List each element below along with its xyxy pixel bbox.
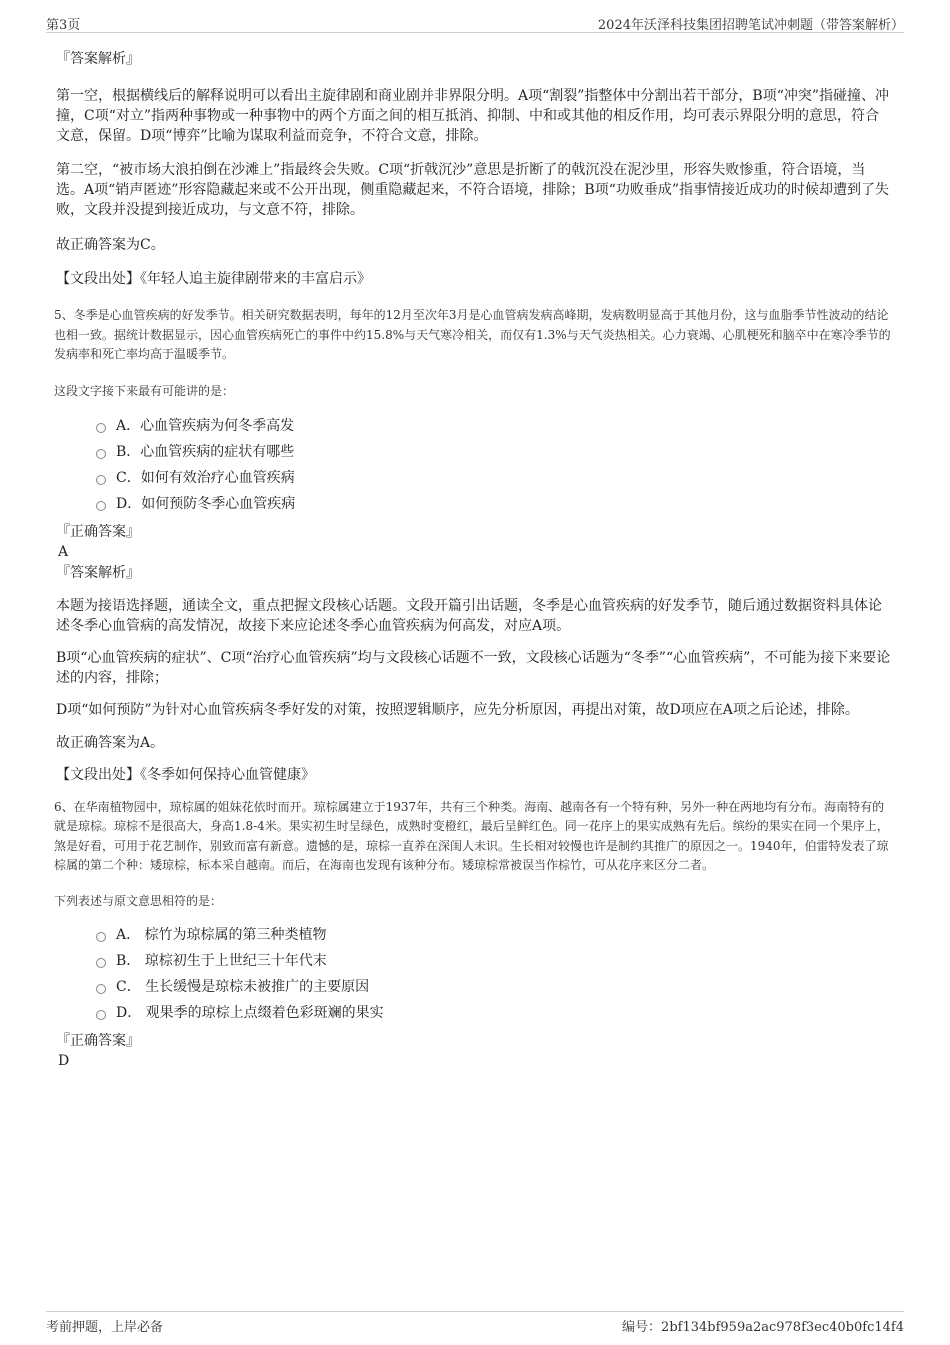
option-label: D． 观果季的琼棕上点缀着色彩斑斓的果实 xyxy=(116,1004,384,1021)
radio-icon[interactable] xyxy=(96,958,106,968)
page-header xyxy=(46,10,904,33)
document-title: 2024年沃泽科技集团招聘笔试冲刺题（带答案解析） xyxy=(597,18,904,33)
correct-answer: A xyxy=(58,543,69,560)
option-label: A．心血管疾病为何冬季高发 xyxy=(116,417,295,434)
page-number: 第3页 xyxy=(46,18,81,33)
source-citation: 【文段出处】《冬季如何保持心血管健康》 xyxy=(56,766,315,783)
option-label: C．如何有效治疗心血管疾病 xyxy=(116,469,295,486)
option-label: B． 琼棕初生于上世纪三十年代末 xyxy=(116,952,327,969)
footer-slogan: 考前押题，上岸必备 xyxy=(46,1320,164,1335)
question-6-text: 6、在华南植物园中，琼棕属的姐妹花依时而开。琼棕属建立于1937年，共有三个种类。海南、越南各有一个特有种，另外一种在两地均有分布。海南特有的就是琼棕。琼棕不是很高大，身高1.8-4米。果实初生时呈绿色，成熟时变橙红，最后呈鲜红色。同一花序上的果实成熟有先后。缤纷的果实在同一个果序上，煞是好看，可用于花艺制作，别致而富有新意。遗憾的是，琼棕一直养在深闺人未识。生长相对较慢也许是制约其推广的原因之一。1940年，伯雷特发表了琼棕属的第二个种：矮琼棕，标本采自越南。而后，在海南也发现有该种分布。矮琼棕常被误当作棕竹，可从花序来区分二者。 xyxy=(54,799,889,872)
option-d[interactable] xyxy=(96,491,904,517)
analysis-conclusion: 故正确答案为C。 xyxy=(56,237,165,253)
option-d[interactable] xyxy=(96,1000,904,1026)
analysis-conclusion: 故正确答案为A。 xyxy=(56,734,165,751)
question-5-text: 5、冬季是心血管疾病的好发季节。相关研究数据表明，每年的12月至次年3月是心血管病发病高峰期，发病数明显高于其他月份，这与血脂季节性波动的结论也相一致。据统计数据显示，因心血管疾病死亡的事件中约15.8%与天气寒冷相关，而仅有1.3%与天气炎热相关。心力衰竭、心肌梗死和脑卒中在寒冷季节的发病率和死亡率均高于温暖季节。 xyxy=(54,308,891,361)
document-code: 编号：2bf134bf959a2ac978f3ec40b0fc14f4 xyxy=(622,1320,904,1335)
radio-icon[interactable] xyxy=(96,1010,106,1020)
option-b[interactable] xyxy=(96,439,904,465)
analysis-paragraph: 第二空，“被市场大浪拍倒在沙滩上”指最终会失败。C项“折戟沉沙”意思是折断了的戟沉没在泥沙里，形容失败惨重，符合语境，当选。A项“销声匿迹”形容隐藏起来或不公开出现，侧重隐藏起来，不符合语境，排除；B项“功败垂成”指事情接近成功的时候却遭到了失败，文段并没提到接近成功，与文意不符，排除。 xyxy=(56,162,890,218)
radio-icon[interactable] xyxy=(96,501,106,511)
question-6-options xyxy=(96,922,904,1026)
option-a[interactable] xyxy=(96,922,904,948)
radio-icon[interactable] xyxy=(96,449,106,459)
document-body xyxy=(46,40,904,1070)
correct-answer-heading: 『正确答案』 xyxy=(56,523,140,540)
correct-answer: D xyxy=(58,1052,70,1069)
option-label: D．如何预防冬季心血管疾病 xyxy=(116,495,296,512)
radio-icon[interactable] xyxy=(96,984,106,994)
page-footer xyxy=(46,1311,904,1334)
radio-icon[interactable] xyxy=(96,475,106,485)
option-c[interactable] xyxy=(96,465,904,491)
analysis-heading: 『答案解析』 xyxy=(56,564,140,581)
analysis-heading: 『答案解析』 xyxy=(56,51,140,67)
question-5-options xyxy=(96,413,904,517)
option-label: A． 棕竹为琼棕属的第三种类植物 xyxy=(116,926,327,943)
option-a[interactable] xyxy=(96,413,904,439)
analysis-paragraph: 本题为接语选择题，通读全文，重点把握文段核心话题。文段开篇引出话题，冬季是心血管疾病的好发季节，随后通过数据资料具体论述冬季心血管病的高发情况，故接下来应论述冬季心血管疾病为何高发，对应A项。 xyxy=(56,597,882,634)
option-c[interactable] xyxy=(96,974,904,1000)
source-citation: 【文段出处】《年轻人追主旋律剧带来的丰富启示》 xyxy=(56,271,371,287)
analysis-paragraph: B项“心血管疾病的症状”、C项“治疗心血管疾病”均与文段核心话题不一致，文段核心话题为“冬季”“心血管疾病”，不可能为接下来要论述的内容，排除； xyxy=(56,649,891,686)
correct-answer-heading: 『正确答案』 xyxy=(56,1032,140,1049)
option-b[interactable] xyxy=(96,948,904,974)
option-label: B．心血管疾病的症状有哪些 xyxy=(116,443,295,460)
option-label: C． 生长缓慢是琼棕未被推广的主要原因 xyxy=(116,978,370,995)
radio-icon[interactable] xyxy=(96,423,106,433)
radio-icon[interactable] xyxy=(96,932,106,942)
question-5-prompt: 这段文字接下来最有可能讲的是： xyxy=(54,383,235,398)
analysis-paragraph: D项“如何预防”为针对心血管疾病冬季好发的对策，按照逻辑顺序，应先分析原因，再提出对策，故D项应在A项之后论述，排除。 xyxy=(56,701,859,718)
analysis-paragraph: 第一空，根据横线后的解释说明可以看出主旋律剧和商业剧并非界限分明。A项“割裂”指整体中分割出若干部分，B项“冲突”指碰撞、冲撞，C项“对立”指两种事物或一种事物中的两个方面之间的相互抵消、抑制、中和或其他的相反作用，均可表示界限分明的意思，符合文意，保留。D项“博弈”比喻为谋取利益而竞争，不符合文意，排除。 xyxy=(56,88,890,144)
question-6-prompt: 下列表述与原文意思相符的是： xyxy=(54,893,223,908)
